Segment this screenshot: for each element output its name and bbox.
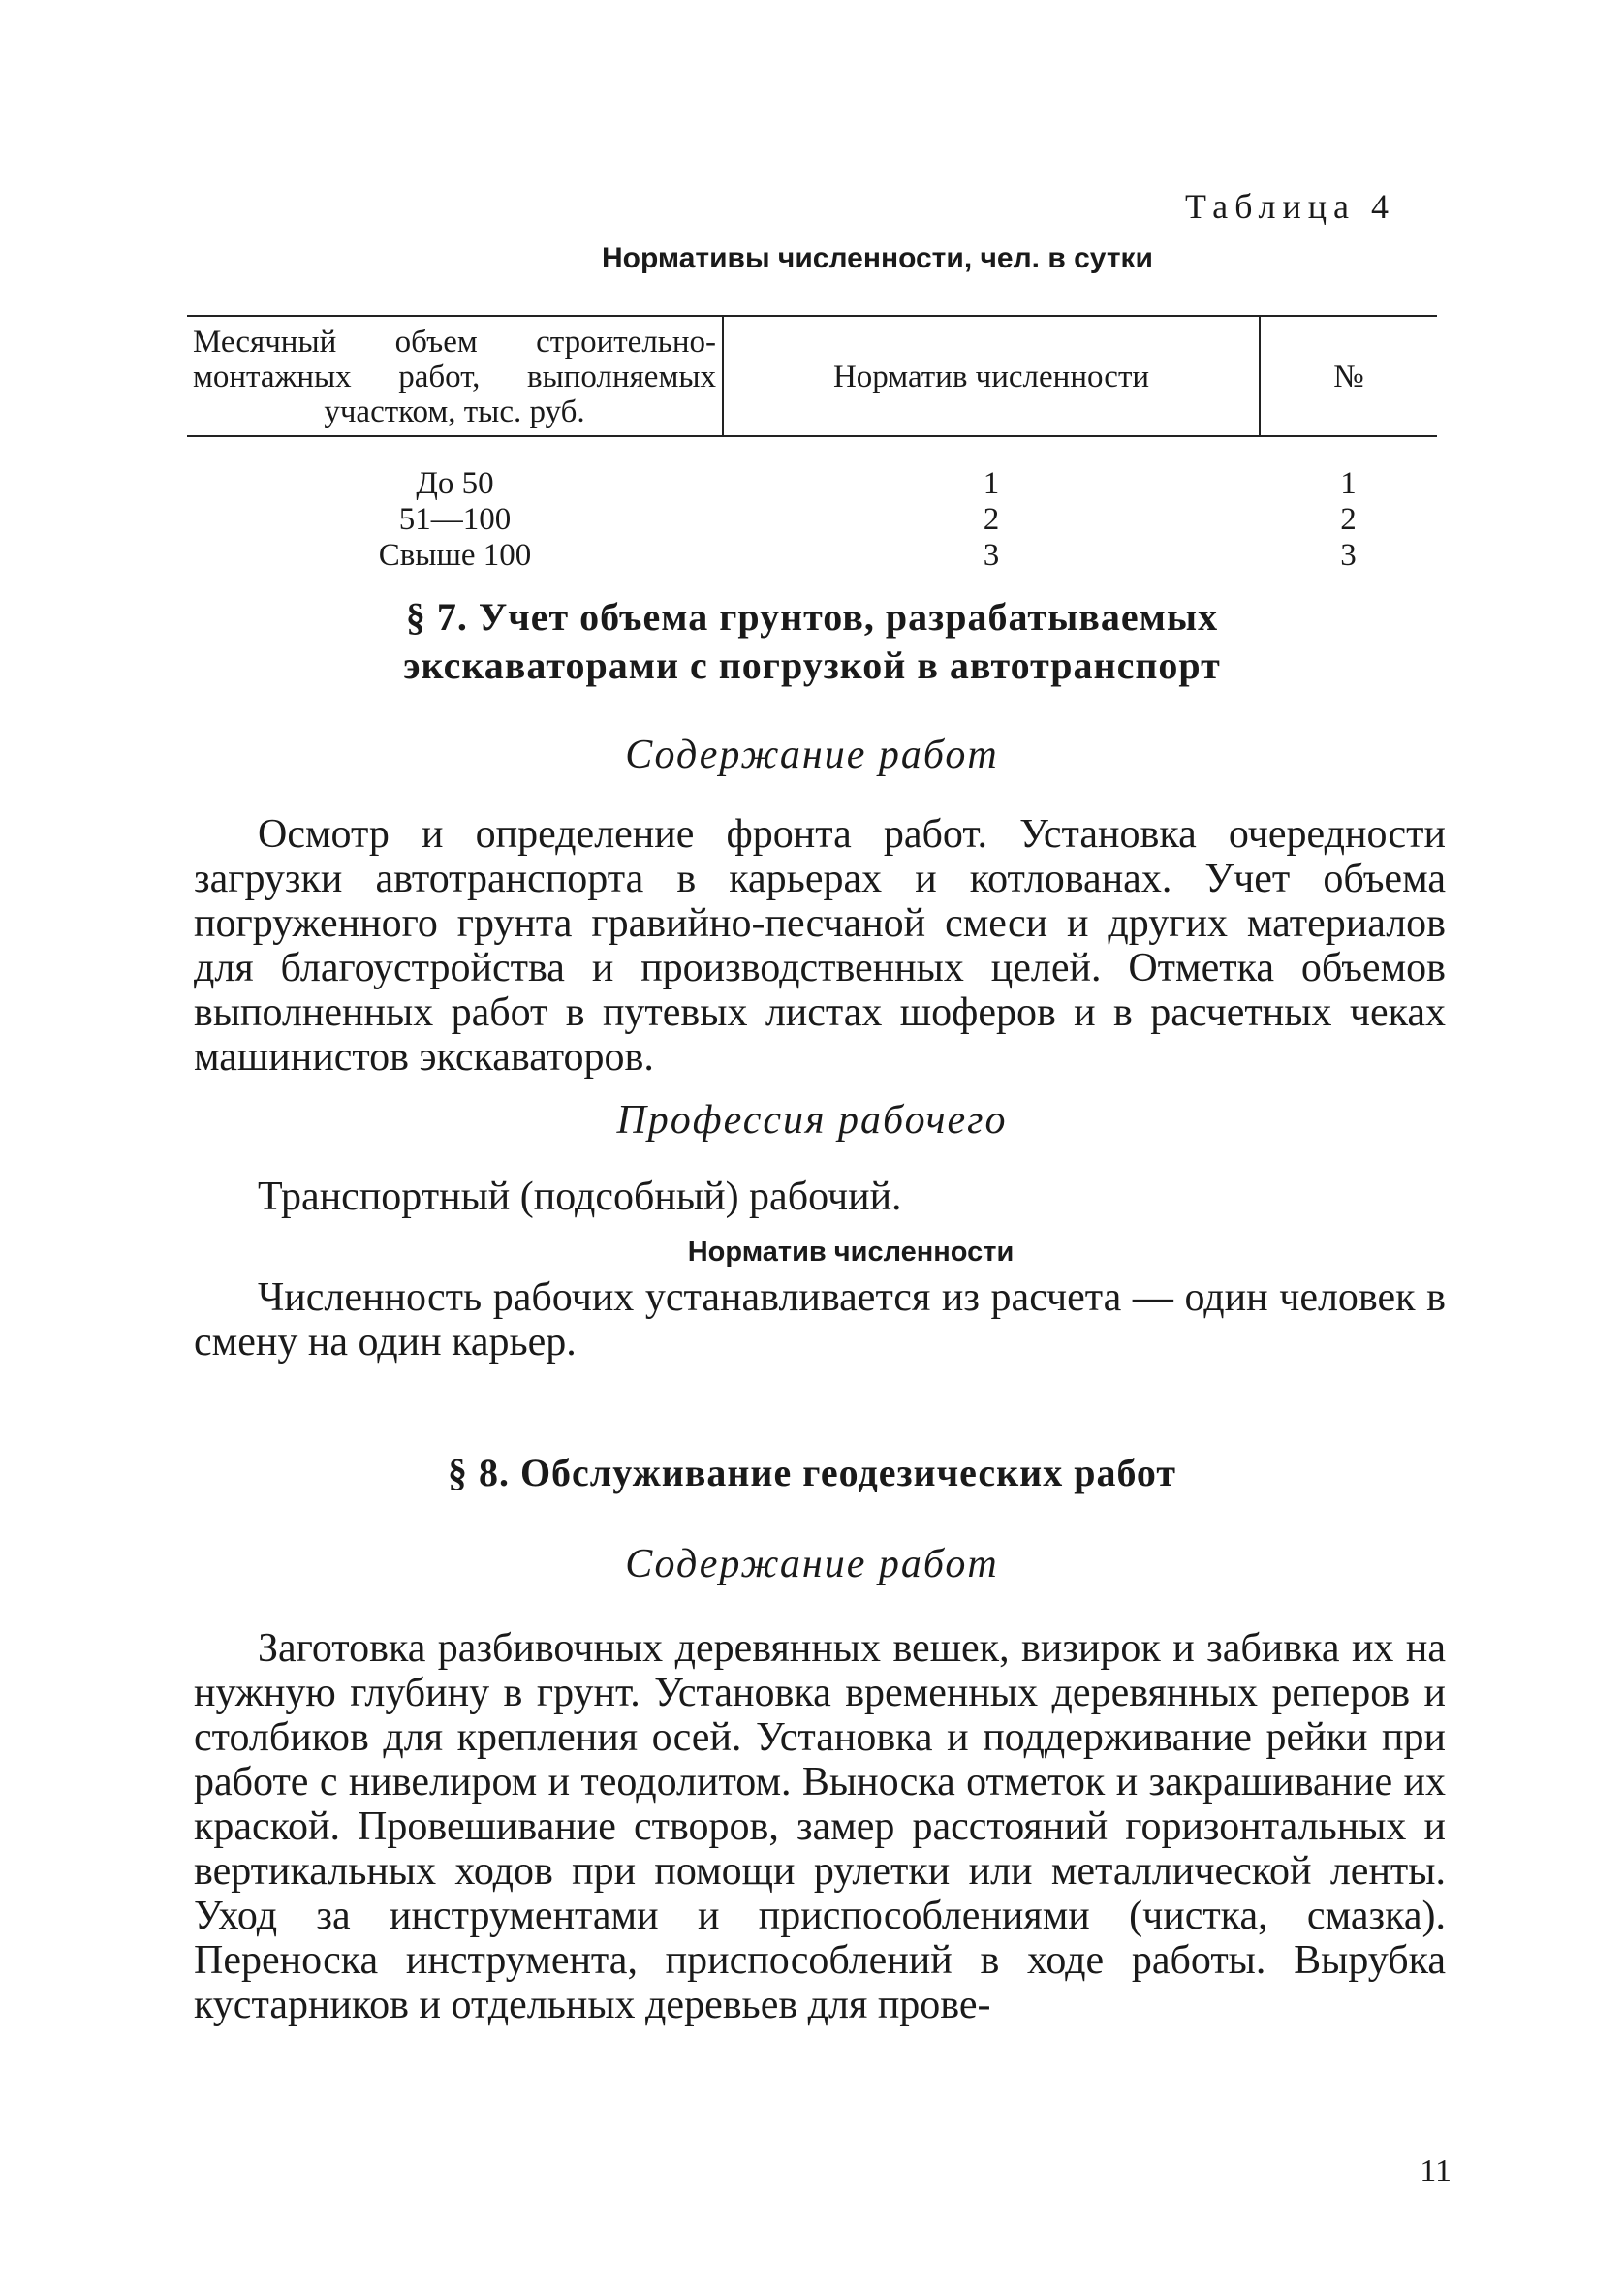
section8-content-title: Содержание работ [625, 1542, 999, 1586]
cell-norm: 3 [983, 538, 1000, 573]
section7-content-title: Содержание работ [625, 733, 999, 777]
section7-heading [0, 593, 1624, 690]
header-staffing-norm: Норматив численности [723, 316, 1260, 436]
cell-volume: До 50 [416, 466, 494, 501]
table-caption: Нормативы численности, чел. в сутки [602, 242, 1153, 274]
section7-norm-title: Норматив численности [687, 1237, 1015, 1268]
table-label: Таблица 4 [1185, 187, 1395, 226]
section7-norm-text: Численность рабочих устанавливается из расчета — один человек в смену на один карьер. [194, 1275, 1446, 1365]
cell-norm: 1 [983, 466, 1000, 501]
section7-content-text: Осмотр и определение фронта работ. Установка очередности загрузки автотранспорта в карьерах и котлованах. Учет объема погруженного грунта гравийно-песчаной смеси и других материалов для благоустройства и производственных целей. Отметка объемов выполненных работ в путевых листах шоферов и в расчетных чеках машинистов экскаваторов. [194, 812, 1446, 1080]
cell-number: 3 [1340, 538, 1357, 573]
header-number: № [1260, 316, 1437, 436]
section7-profession-text: Транспортный (подсобный) рабочий. [258, 1175, 902, 1219]
page-number: 11 [1420, 2153, 1452, 2189]
table-row [187, 538, 1437, 574]
section7-profession-title: Профессия рабочего [616, 1098, 1008, 1143]
staffing-norms-table [187, 315, 1437, 574]
section8-content-text: Заготовка разбивочных деревянных вешек, визирок и забивка их на нужную глубину в грунт. Установка временных деревянных реперов и столбиков для крепления осей. Установка и поддерживание рейки при работе с нивелиром и теодолитом. Выноска отметок и закрашивание их краской. Провешивание створов, замер расстояний горизонтальных и вертикальных ходов при помощи рулетки или металлической ленты. Уход за инструментами и приспособлениями (чистка, смазка). Переноска инструмента, приспособлений в ходе работы. Вырубка кустарников и отдельных деревьев для прове- [194, 1626, 1446, 2027]
cell-number: 1 [1340, 466, 1357, 501]
cell-norm: 2 [983, 502, 1000, 537]
cell-volume: Свыше 100 [378, 538, 532, 573]
table-row [187, 436, 1437, 502]
section7-heading-line2: экскаваторами с погрузкой в автотранспорт [403, 643, 1221, 687]
cell-volume: 51—100 [398, 502, 512, 537]
cell-number: 2 [1340, 502, 1357, 537]
table-header-row [187, 316, 1437, 436]
section7-heading-line1: § 7. Учет объема грунтов, разрабатываемых [405, 595, 1219, 639]
header-monthly-volume: Месячный объем строительно-монтажных работ, выполняемых участком, тыс. руб. [187, 316, 723, 436]
table-row [187, 502, 1437, 538]
section8-heading: § 8. Обслуживание геодезических работ [447, 1451, 1177, 1494]
